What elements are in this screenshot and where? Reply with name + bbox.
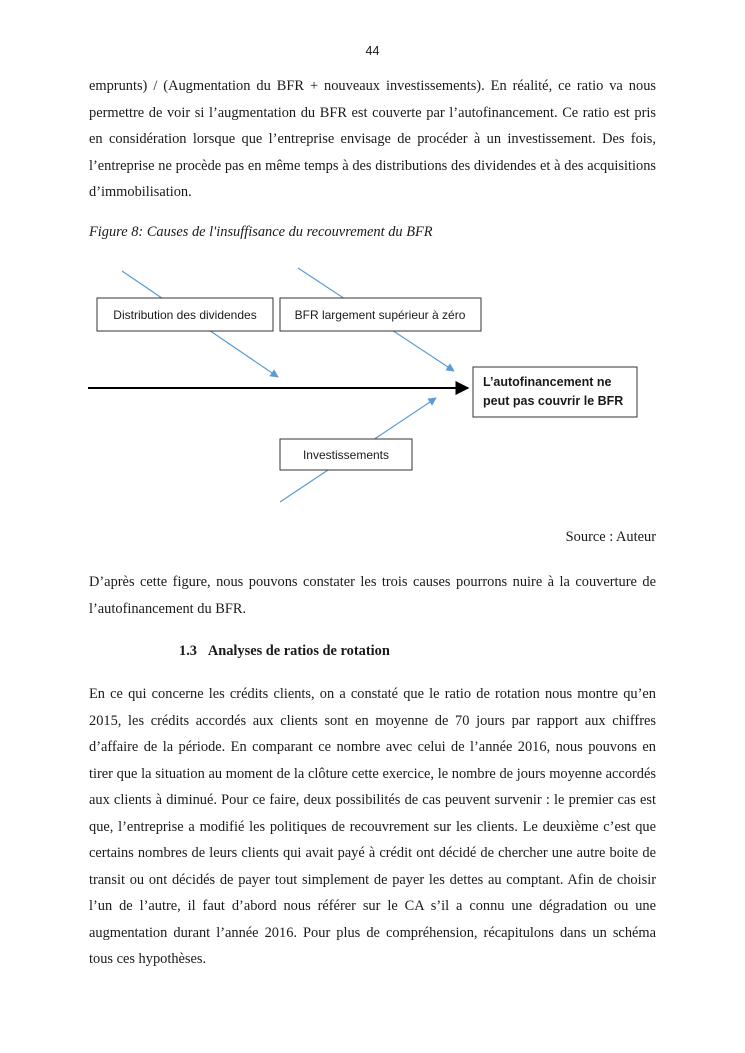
- effect-label-line-2: peut pas couvrir le BFR: [483, 394, 624, 408]
- cause-label-investissements: Investissements: [302, 448, 390, 462]
- paragraph-figure-comment: D’après cette figure, nous pouvons constater les trois causes pourrons nuire à la couverture de l’autofinancement du BFR.: [89, 574, 656, 617]
- effect-box: [473, 367, 637, 417]
- effect-label-line-1: L’autofinancement ne: [483, 375, 612, 389]
- paragraph-rotation-analysis: En ce qui concerne les crédits clients, on a constaté que le ratio de rotation nous montre qu’en 2015, les crédits accordés aux clients sont en moyenne de 70 jours par rapport aux chiffres d’affaire de la période. En comparant ce nombre avec celui de l’année 2016, nous pouvons en tirer que la situation au moment de la clôture cette exercice, le nombre de jours moyenne accordés aux clients à diminué. Pour ce faire, deux possibilités de cas peuvent survenir : le premier cas est que, l’entreprise a modifié les politiques de recouvrement sur les clients. Le deuxième c’est que certains nombres de leurs clients qui avait payé à crédit ont décidé de chercher une autre boite de transit ou ont décidés de payer tout simplement de payer les dettes au comptant. Afin de choisir l’un de l’autre, il faut d’abord nous référer sur le CA s’il a connu une dégradation ou une augmentation durant l’année 2016. Pour plus de compréhension, récapitulons dans un schéma tous ces hypothèses.: [89, 686, 656, 967]
- page-number: 44: [365, 44, 380, 58]
- section-number: 1.3: [179, 643, 197, 659]
- cause-box-investissements: [280, 439, 412, 470]
- cause-label-bfr: BFR largement supérieur à zéro: [294, 308, 466, 322]
- cause-box-bfr: [280, 298, 481, 331]
- fishbone-diagram: [80, 260, 650, 510]
- figure-source: Source : Auteur: [565, 529, 656, 545]
- paragraph-intro: emprunts) / (Augmentation du BFR + nouveaux investissements). En réalité, ce ratio va nous permettre de voir si l’augmentation du BFR est couverte par l’autofinancement. Ce ratio est pris en considération lorsque que l’entreprise envisage de procéder à un investissement. Des fois, l’entreprise ne procède pas en même temps à des distributions des dividendes et à des acquisitions d’immobilisation.: [89, 78, 656, 200]
- section-heading: [179, 643, 390, 660]
- section-title: Analyses de ratios de rotation: [207, 643, 390, 659]
- cause-label-dividendes: Distribution des dividendes: [113, 308, 257, 322]
- cause-box-dividendes: [97, 298, 273, 331]
- figure-caption: Figure 8: Causes de l'insuffisance du recouvrement du BFR: [89, 224, 433, 240]
